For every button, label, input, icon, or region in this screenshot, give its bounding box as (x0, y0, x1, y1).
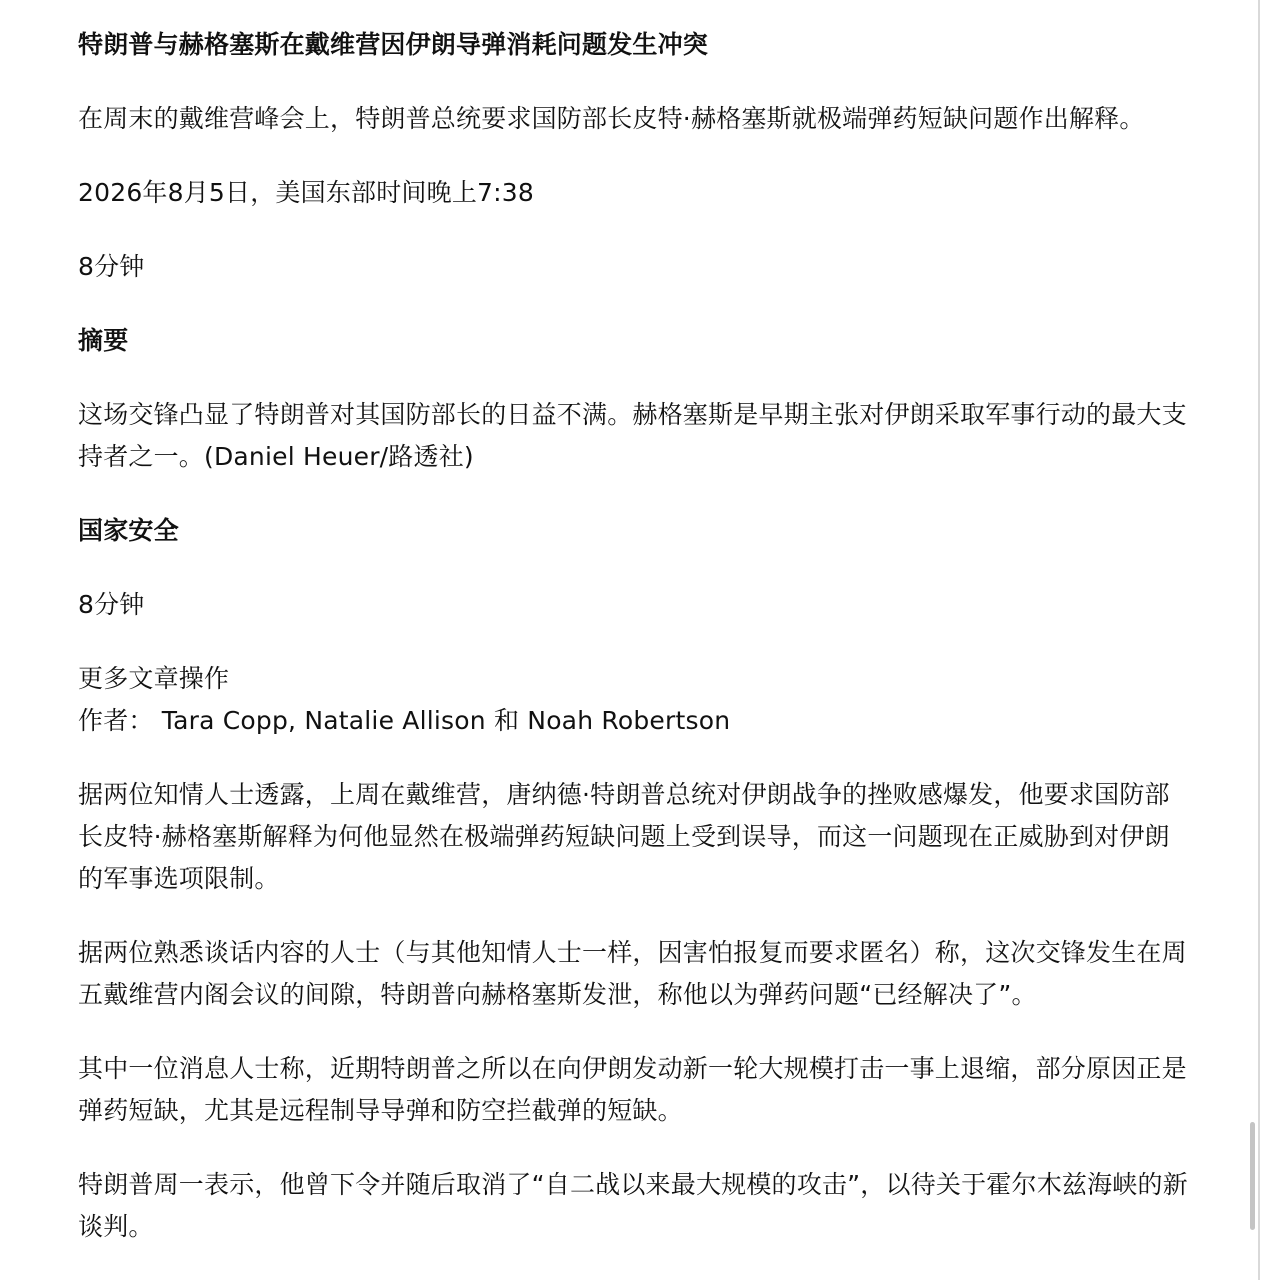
scrollbar-thumb[interactable] (1250, 1122, 1255, 1230)
body-paragraph: 据两位知情人士透露，上周在戴维营，唐纳德·特朗普总统对伊朗战争的挫败感爆发，他要求国防部长皮特·赫格塞斯解释为何他显然在极端弹药短缺问题上受到误导，而这一问题现在正威胁到对伊朗的军事选项限制。 (78, 780, 1170, 893)
byline: 作者： Tara Copp, Natalie Allison 和 Noah Robertson (78, 706, 731, 735)
read-time-secondary: 8分钟 (78, 590, 145, 619)
article-content (78, 24, 1188, 1248)
more-article-actions[interactable]: 更多文章操作 (78, 664, 230, 693)
article-datetime: 2026年8月5日，美国东部时间晚上7:38 (78, 178, 534, 207)
summary-label: 摘要 (78, 326, 129, 355)
headline: 特朗普与赫格塞斯在戴维营因伊朗导弹消耗问题发生冲突 (78, 30, 709, 59)
read-time: 8分钟 (78, 252, 145, 281)
window-edge (1258, 0, 1260, 1280)
body-paragraph: 特朗普周一表示，他曾下令并随后取消了“自二战以来最大规模的攻击”，以待关于霍尔木兹海峡的新谈判。 (78, 1170, 1188, 1241)
image-caption: 这场交锋凸显了特朗普对其国防部长的日益不满。赫格塞斯是早期主张对伊朗采取军事行动的最大支持者之一。(Daniel Heuer/路透社) (78, 400, 1187, 471)
subheadline: 在周末的戴维营峰会上，特朗普总统要求国防部长皮特·赫格塞斯就极端弹药短缺问题作出解释。 (78, 104, 1145, 133)
body-paragraph: 据两位熟悉谈话内容的人士（与其他知情人士一样，因害怕报复而要求匿名）称，这次交锋发生在周五戴维营内阁会议的间隙，特朗普向赫格塞斯发泄，称他以为弹药问题“已经解决了”。 (78, 938, 1187, 1009)
body-paragraph: 其中一位消息人士称，近期特朗普之所以在向伊朗发动新一轮大规模打击一事上退缩，部分原因正是弹药短缺，尤其是远程制导导弹和防空拦截弹的短缺。 (78, 1054, 1187, 1125)
section-label[interactable]: 国家安全 (78, 516, 179, 545)
